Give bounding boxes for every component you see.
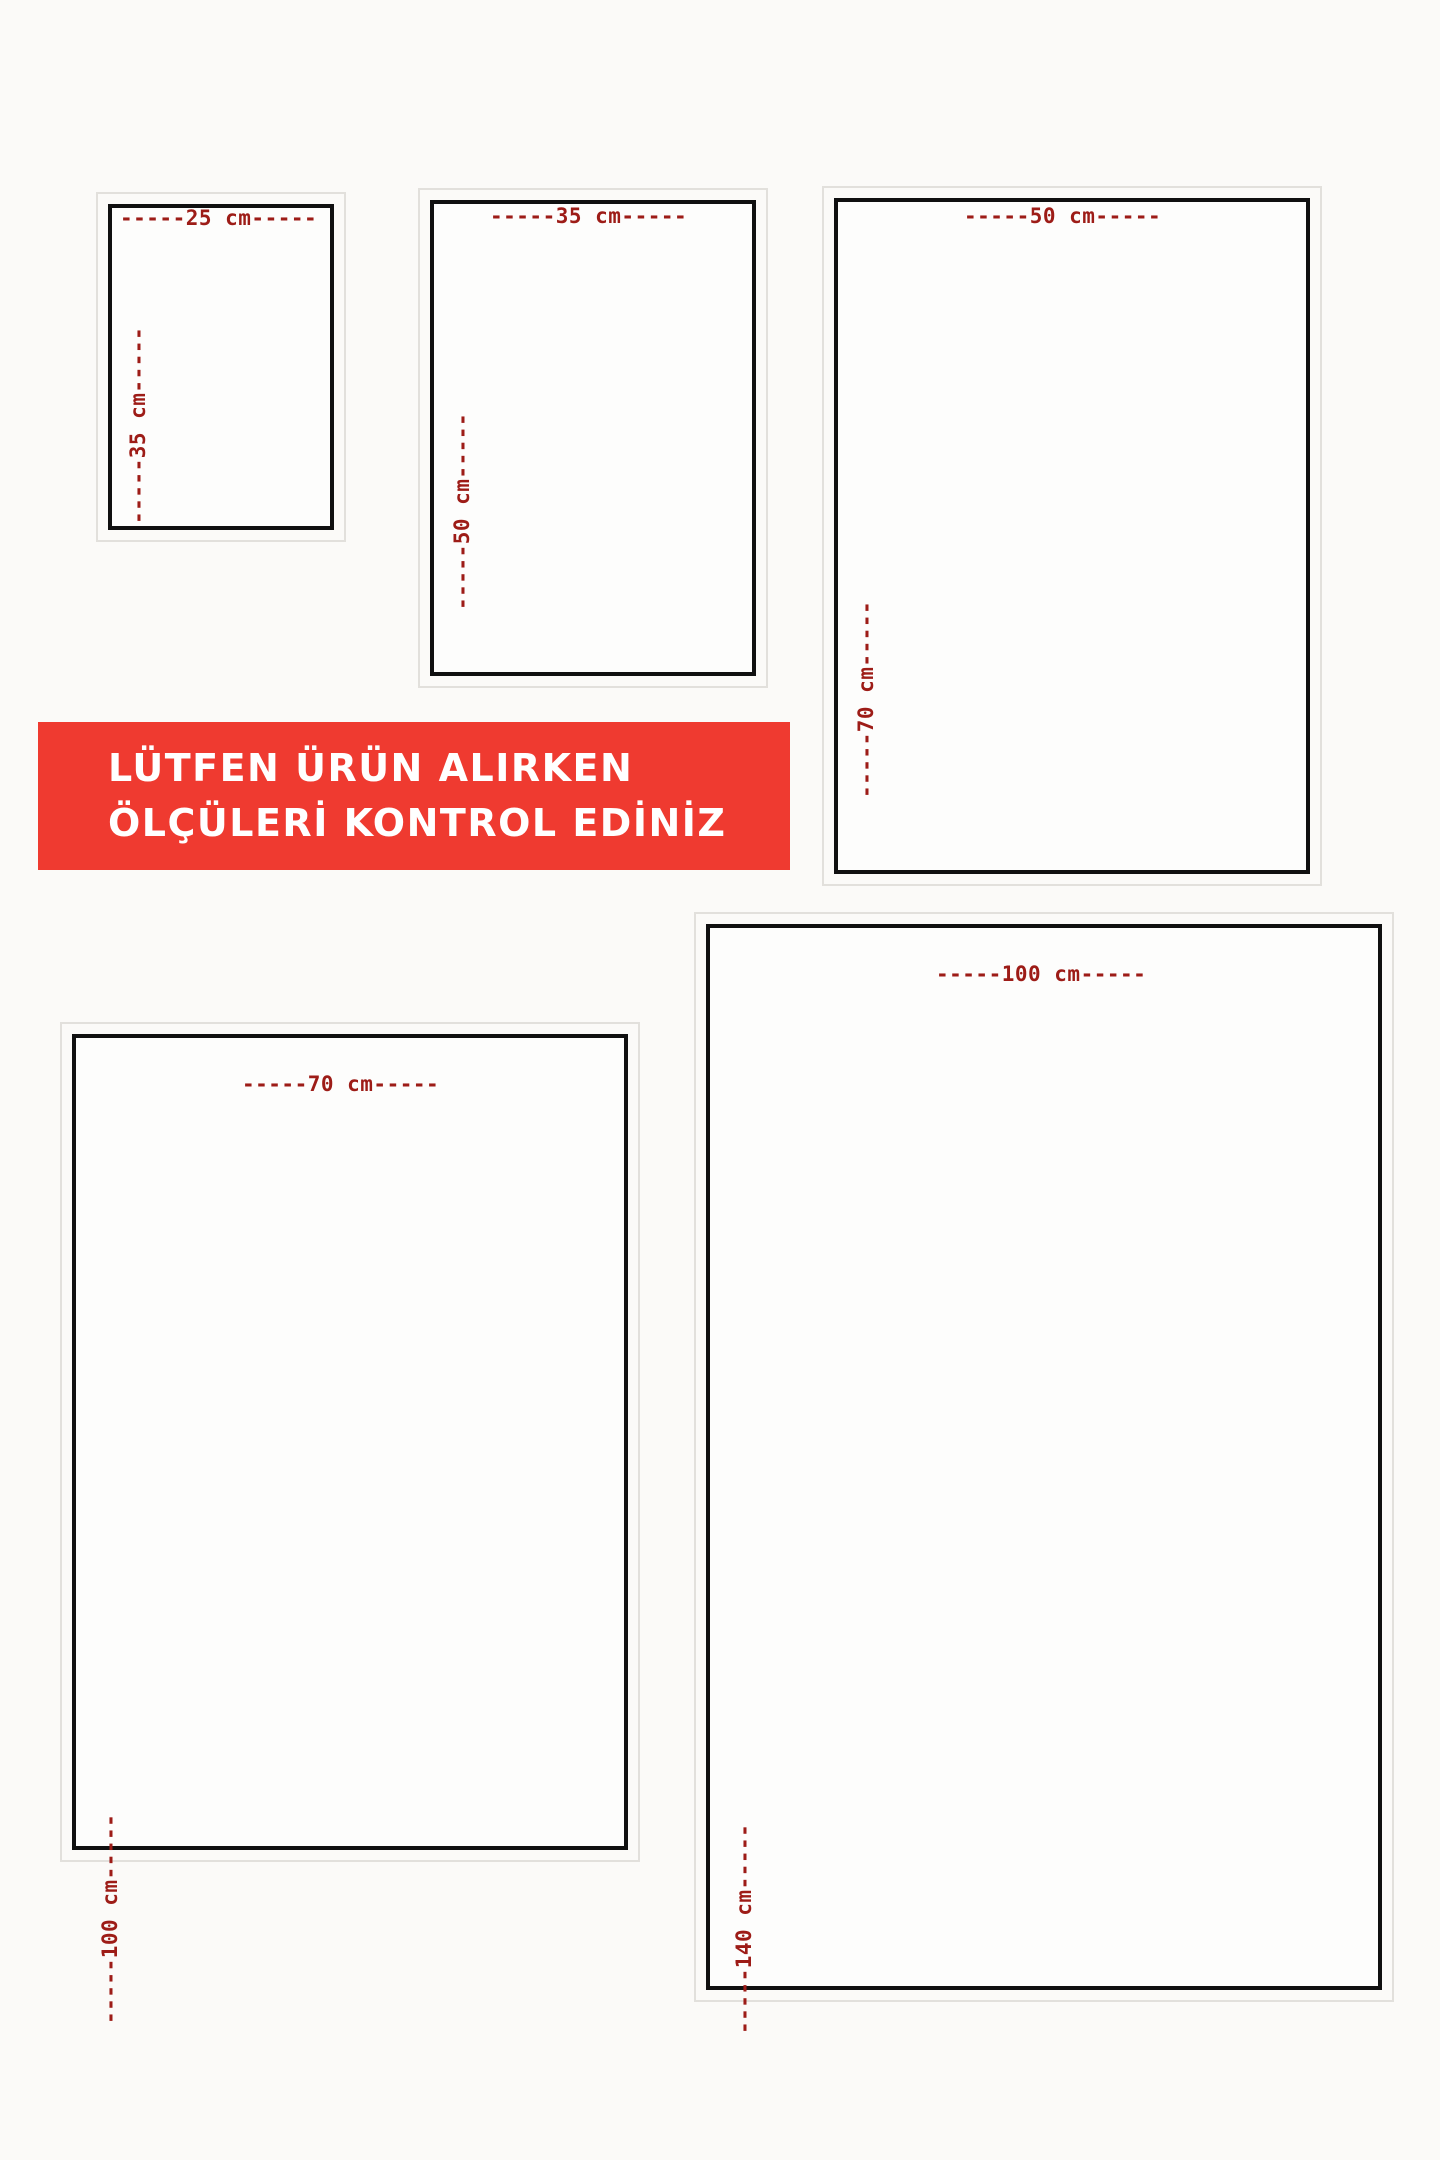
frame-35x50-height-label: -----50 cm----- (450, 412, 474, 610)
frame-50x70-width-label: -----50 cm----- (964, 204, 1162, 228)
frame-70x100-width-label: -----70 cm----- (242, 1072, 440, 1096)
frame-70x100-height-label: -----100 cm----- (98, 1813, 122, 2024)
frame-100x140-height-label: -----140 cm----- (732, 1823, 756, 2034)
frame-35x50-width-label: -----35 cm----- (490, 204, 688, 228)
warning-line-1: LÜTFEN ÜRÜN ALIRKEN (108, 745, 634, 790)
frame-100x140-width-label: -----100 cm----- (936, 962, 1147, 986)
frame-100x140-inner (706, 924, 1382, 1990)
frame-70x100 (60, 1022, 640, 2024)
frame-25x35-width-label: -----25 cm----- (120, 206, 318, 230)
frame-35x50-inner (430, 200, 756, 676)
frame-35x50 (418, 188, 768, 688)
warning-banner (38, 722, 790, 870)
frame-25x35 (96, 192, 346, 542)
frame-50x70-inner (834, 198, 1310, 874)
frame-50x70 (822, 186, 1322, 886)
frame-70x100-inner (72, 1034, 628, 1850)
warning-line-2: ÖLÇÜLERİ KONTROL EDİNİZ (108, 801, 727, 845)
frame-50x70-height-label: -----70 cm----- (854, 600, 878, 798)
frame-25x35-height-label: -----35 cm----- (126, 326, 150, 524)
frame-100x140 (694, 912, 1394, 2034)
